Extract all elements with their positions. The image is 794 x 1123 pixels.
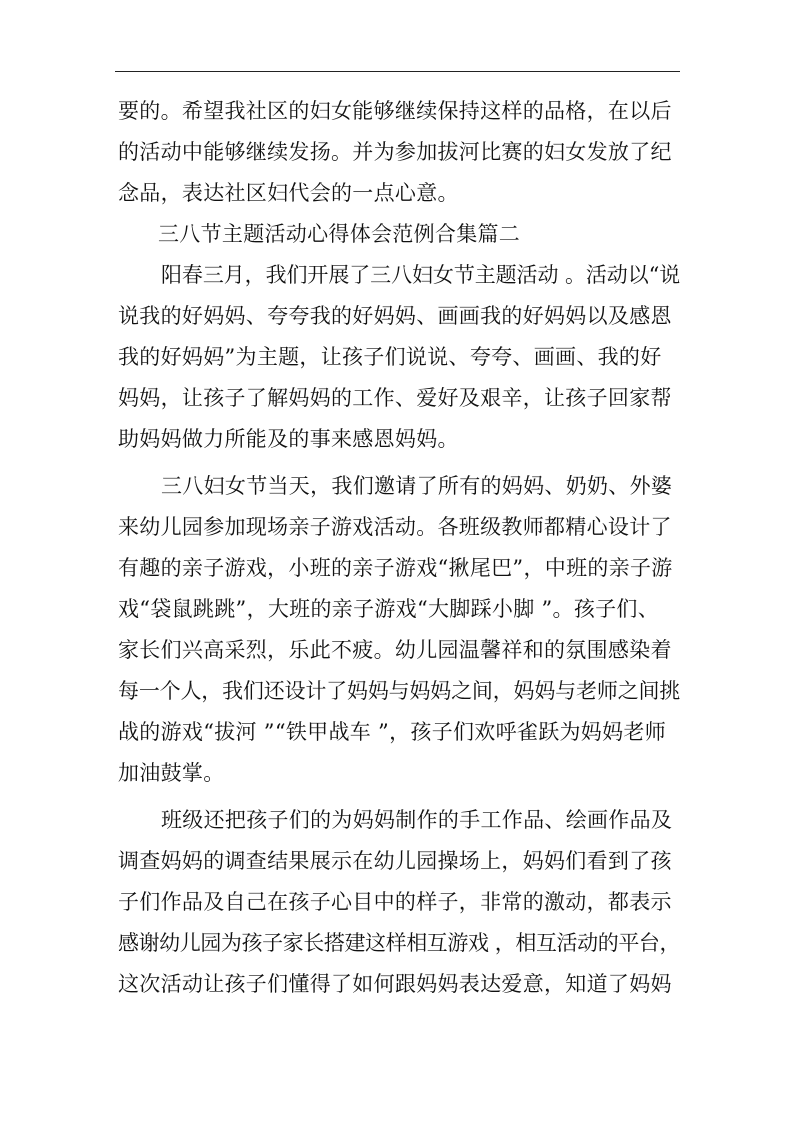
paragraph-3-line-7: 战的游戏“拔河 ”“铁甲战车 ”，孩子们欢呼雀跃为妈妈老师 xyxy=(118,720,666,744)
paragraph-3-line-3: 有趣的亲子游戏，小班的亲子游戏“揪尾巴”，中班的亲子游 xyxy=(118,556,673,580)
paragraph-2-line-5: 助妈妈做力所能及的事来感恩妈妈。 xyxy=(118,427,459,451)
paragraph-3-line-2: 来幼儿园参加现场亲子游戏活动。各班级教师都精心设计了 xyxy=(118,515,672,539)
paragraph-2-line-3: 我的好妈妈”为主题，让孩子们说说、夸夸、画画、我的好 xyxy=(118,345,662,369)
paragraph-1-line-1: 要的。希望我社区的妇女能够继续保持这样的品格，在以后 xyxy=(118,99,672,123)
paragraph-3-line-8: 加油鼓掌。 xyxy=(118,761,225,785)
paragraph-4-line-1: 班级还把孩子们的为妈妈制作的手工作品、绘画作品及 xyxy=(161,808,673,832)
paragraph-2-line-4: 妈妈，让孩子了解妈妈的工作、爱好及艰辛，让孩子回家帮 xyxy=(118,386,672,410)
paragraph-4-line-4: 感谢幼儿园为孩子家长搭建这样相互游戏 ，相互活动的平台， xyxy=(118,931,681,955)
section-heading: 三八节主题活动心得体会范例合集篇二 xyxy=(158,222,521,246)
paragraph-1-line-2: 的活动中能够继续发扬。并为参加拔河比赛的妇女发放了纪 xyxy=(118,140,672,164)
paragraph-3-line-5: 家长们兴高采烈，乐此不疲。幼儿园温馨祥和的氛围感染着 xyxy=(118,638,672,662)
paragraph-4-line-3: 子们作品及自己在孩子心目中的样子，非常的激动，都表示 xyxy=(118,890,672,914)
paragraph-1-line-3: 念品，表达社区妇代会的一点心意。 xyxy=(118,181,459,205)
paragraph-3-line-4: 戏“袋鼠跳跳”，大班的亲子游戏“大脚踩小脚 ”。孩子们、 xyxy=(118,597,660,621)
paragraph-2-line-1: 阳春三月，我们开展了三八妇女节主题活动 。活动以“说 xyxy=(161,263,681,287)
paragraph-4-line-2: 调查妈妈的调查结果展示在幼儿园操场上，妈妈们看到了孩 xyxy=(118,849,672,873)
paragraph-2-line-2: 说我的好妈妈、夸夸我的好妈妈、画画我的好妈妈以及感恩 xyxy=(118,304,672,328)
paragraph-3-line-6: 每一个人，我们还设计了妈妈与妈妈之间，妈妈与老师之间挑 xyxy=(118,679,681,703)
paragraph-3-line-1: 三八妇女节当天，我们邀请了所有的妈妈、奶奶、外婆 xyxy=(161,474,673,498)
paragraph-4-line-5: 这次活动让孩子们懂得了如何跟妈妈表达爱意，知道了妈妈 xyxy=(118,972,672,996)
header-rule xyxy=(115,71,680,72)
